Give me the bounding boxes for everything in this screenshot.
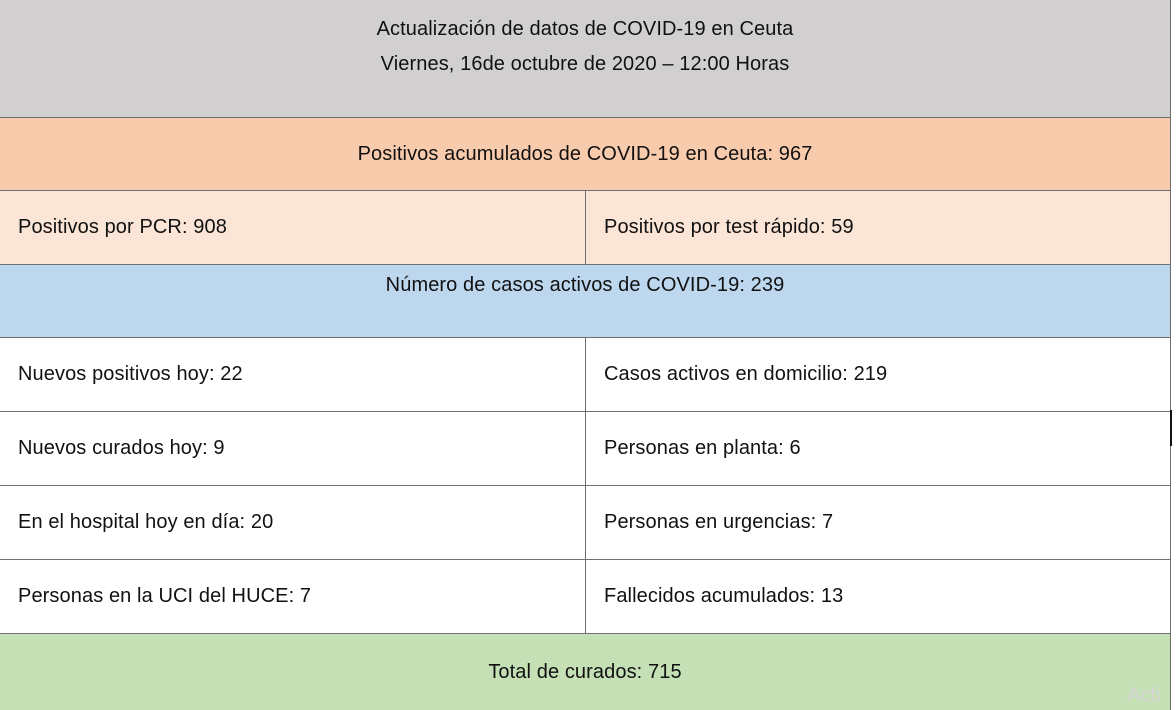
title-row — [0, 0, 1170, 118]
activos-text: Número de casos activos de COVID-19: 239 — [385, 274, 785, 296]
table-row — [0, 412, 1170, 486]
hospital-hoy-text: En el hospital hoy en día: 20 — [18, 511, 274, 533]
fallecidos-text: Fallecidos acumulados: 13 — [585, 560, 1170, 633]
personas-urgencias-text: Personas en urgencias: 7 — [585, 486, 1170, 559]
table-row — [0, 560, 1170, 634]
table-row — [0, 486, 1170, 560]
title-line-1: Actualización de datos de COVID-19 en Ceuta — [376, 18, 794, 40]
curados-row — [0, 634, 1170, 710]
table-row — [0, 338, 1170, 412]
pcr-text: Positivos por PCR: 908 — [18, 216, 227, 238]
acumulados-text: Positivos acumulados de COVID-19 en Ceuta: 967 — [357, 142, 813, 165]
text-cursor — [1170, 410, 1172, 446]
title-cell — [0, 0, 1170, 117]
total-curados-text: Total de curados: 715 — [488, 660, 682, 683]
nuevos-curados-text: Nuevos curados hoy: 9 — [18, 437, 225, 459]
casos-domicilio-text: Casos activos en domicilio: 219 — [585, 338, 1170, 411]
personas-planta-text: Personas en planta: 6 — [585, 412, 1170, 485]
nuevos-positivos-text: Nuevos positivos hoy: 22 — [18, 363, 243, 385]
activation-watermark: Acti — [1127, 684, 1161, 706]
title-line-2: Viernes, 16de octubre de 2020 – 12:00 Horas — [380, 53, 790, 75]
positivos-split-row — [0, 191, 1170, 265]
test-rapido-text: Positivos por test rápido: 59 — [585, 191, 1170, 264]
uci-huce-text: Personas en la UCI del HUCE: 7 — [18, 585, 312, 607]
activos-row — [0, 265, 1170, 338]
acumulados-row — [0, 118, 1170, 191]
